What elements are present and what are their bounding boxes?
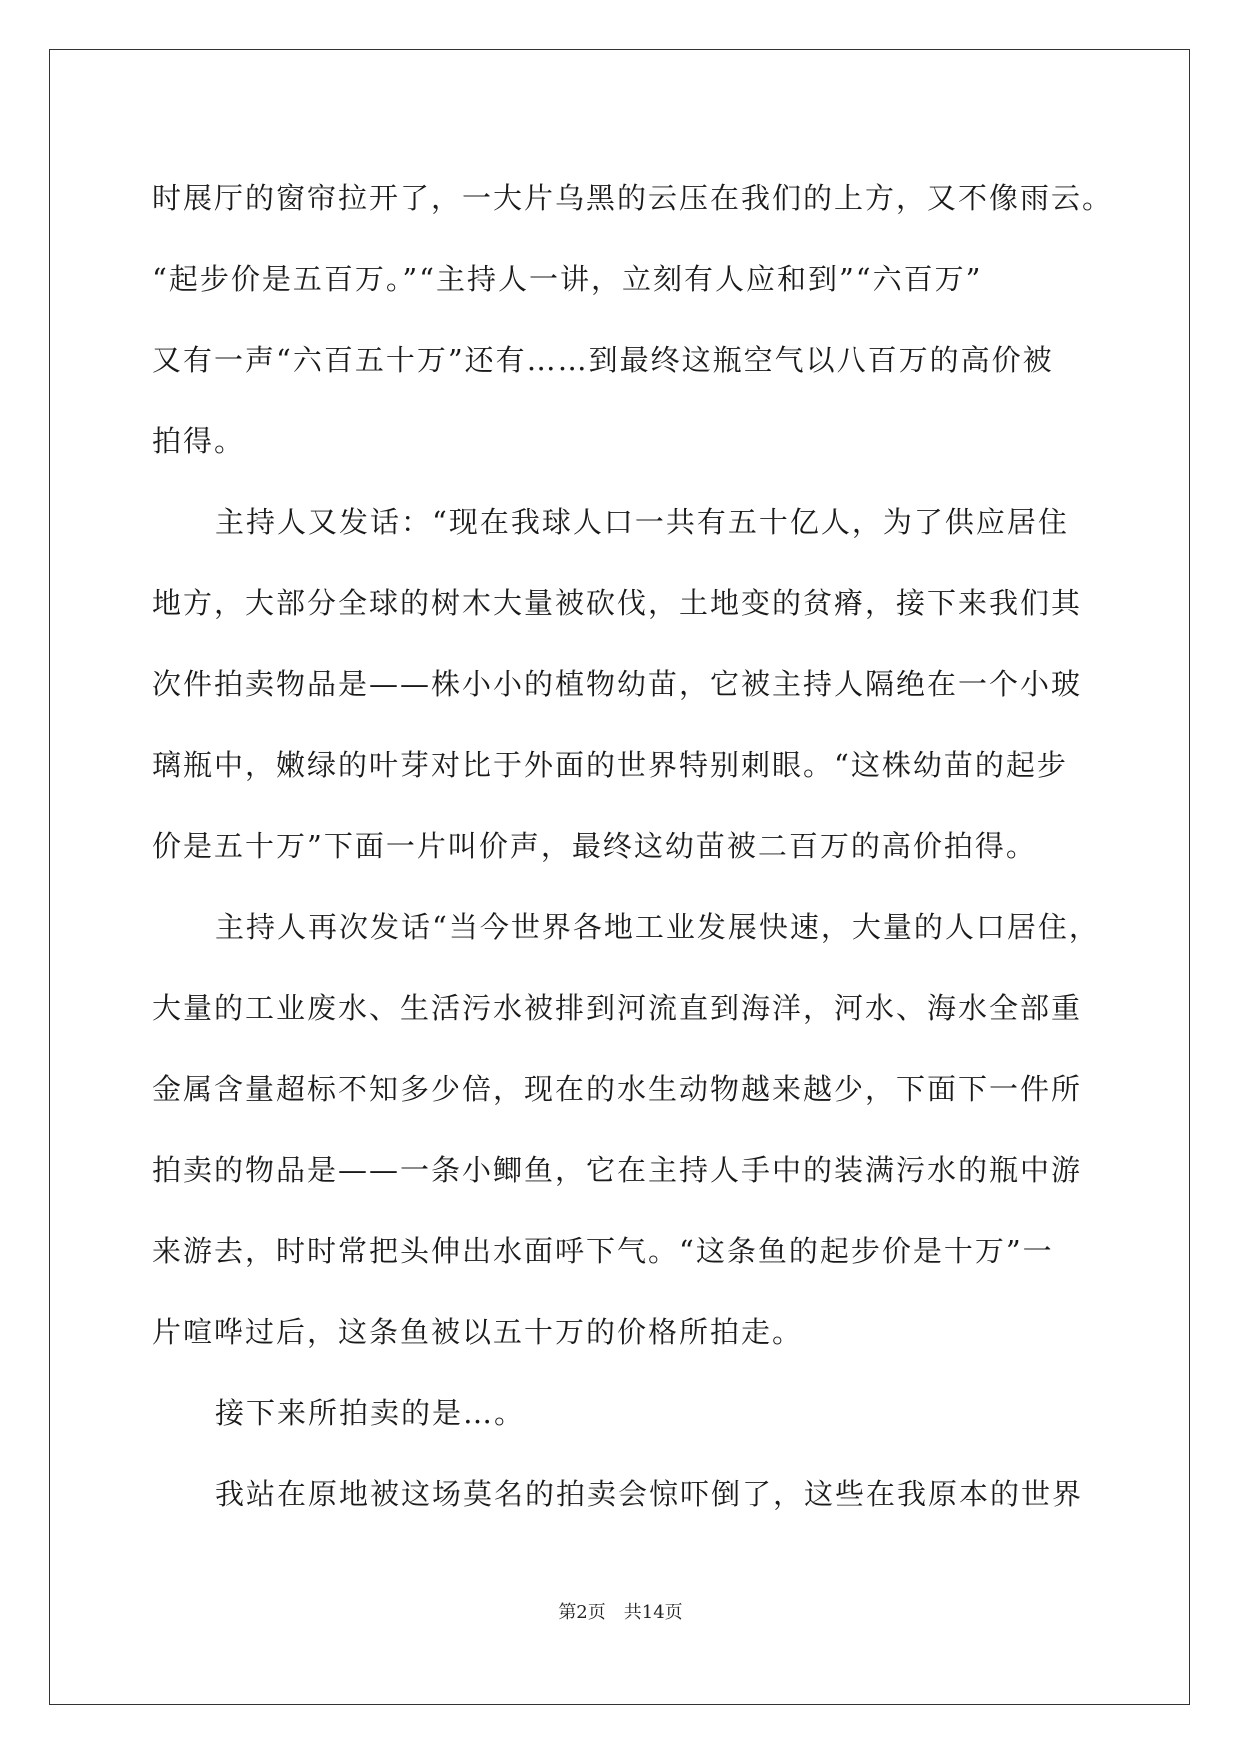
text-line: 片喧哗过后，这条鱼被以五十万的价格所拍走。	[152, 1315, 804, 1349]
text-line: 次件拍卖物品是——株小小的植物幼苗，它被主持人隔绝在一个小玻	[152, 667, 1083, 701]
text-line: 时展厅的窗帘拉开了，一大片乌黑的云压在我们的上方，又不像雨云。	[152, 181, 1114, 215]
text-line: 拍得。	[152, 424, 246, 458]
text-line: 拍卖的物品是——一条小鲫鱼，它在主持人手中的装满污水的瓶中游	[152, 1153, 1083, 1187]
text-line: 价是五十万”下面一片叫价声，最终这幼苗被二百万的高价拍得。	[152, 829, 1037, 863]
paragraph-start-line: 我站在原地被这场莫名的拍卖会惊吓倒了，这些在我原本的世界	[215, 1477, 1084, 1511]
text-line: 地方，大部分全球的树木大量被砍伐，土地变的贫瘠，接下来我们其	[152, 586, 1083, 620]
text-line: 璃瓶中，嫩绿的叶芽对比于外面的世界特别刺眼。“这株幼苗的起步	[152, 748, 1068, 782]
paragraph-start-line: 接下来所拍卖的是…。	[215, 1396, 526, 1430]
text-line: 金属含量超标不知多少倍，现在的水生动物越来越少，下面下一件所	[152, 1072, 1083, 1106]
page-number-footer: 第2页 共14页	[558, 1602, 683, 1623]
text-line: 大量的工业废水、生活污水被排到河流直到海洋，河水、海水全部重	[152, 991, 1083, 1025]
paragraph-start-line: 主持人又发话：“现在我球人口一共有五十亿人，为了供应居住	[215, 505, 1069, 539]
paragraph-start-line: 主持人再次发话“当今世界各地工业发展快速，大量的人口居住，	[215, 910, 1100, 944]
text-line: 来游去，时时常把头伸出水面呼下气。“这条鱼的起步价是十万”一	[152, 1234, 1054, 1268]
text-line: 又有一声“六百五十万”还有……到最终这瓶空气以八百万的高价被	[152, 343, 1054, 377]
document-body	[152, 158, 1114, 1535]
text-line: “起步价是五百万。”“主持人一讲，立刻有人应和到”“六百万”	[152, 262, 983, 296]
